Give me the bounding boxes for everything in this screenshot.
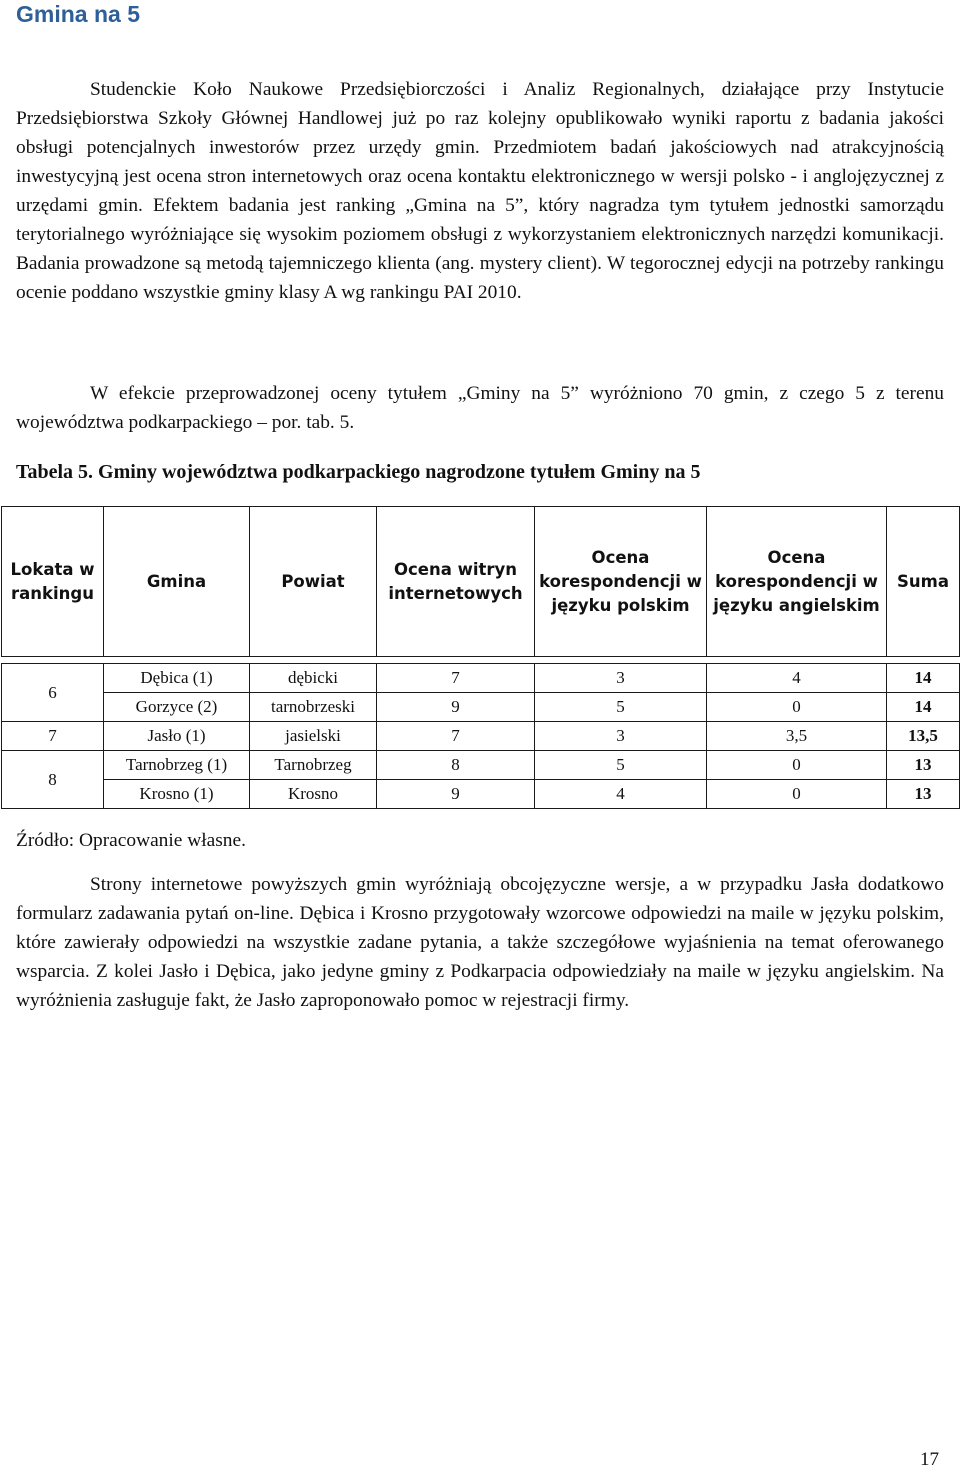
- ranking-table: [1, 506, 960, 809]
- intro-paragraph: Studenckie Koło Naukowe Przedsiębiorczości i Analiz Regionalnych, działające przy Instytucie Przedsiębiorstwa Szkoły Głównej Handlowej już po raz kolejny opublikowało wyniki raportu z badania jakości obsługi potencjalnych inwestorów przez urzędy gmin. Przedmiotem badań jakościowych nad atrakcyjnością inwestycyjną jest ocena stron internetowych oraz ocena kontaktu elektronicznego w wersji polsko - i anglojęzycznej z urzędami gmin. Efektem badania jest ranking „Gmina na 5”, który nagradza tym tytułem jednostki samorządu terytorialnego wyróżniające się wysokim poziomem obsługi z wykorzystaniem elektronicznych narzędzi komunikacji. Badania prowadzone są metodą tajemniczego klienta (ang. mystery client). W tegorocznej edycji na potrzeby rankingu ocenie poddano wszystkie gminy klasy A wg rankingu PAI 2010.: [16, 79, 944, 303]
- table-row: [2, 780, 960, 809]
- gmina-cell: Jasło (1): [104, 722, 250, 751]
- section-heading: Gmina na 5: [16, 1, 140, 27]
- table-header-row: [2, 507, 960, 657]
- header-english-score: Ocena korespondencji w języku angielskim: [707, 507, 887, 657]
- sum-cell: 14: [887, 664, 960, 693]
- header-gmina: Gmina: [104, 507, 250, 657]
- polish-score-cell: 5: [535, 751, 707, 780]
- page-number: 17: [920, 1449, 939, 1470]
- gmina-cell: Krosno (1): [104, 780, 250, 809]
- website-score-cell: 7: [377, 664, 535, 693]
- english-score-cell: 0: [707, 693, 887, 722]
- header-rank: Lokata w rankingu: [2, 507, 104, 657]
- website-score-cell: 8: [377, 751, 535, 780]
- sum-cell: 14: [887, 693, 960, 722]
- conclusion-paragraph: Strony internetowe powyższych gmin wyróżniają obcojęzyczne wersje, a w przypadku Jasła dodatkowo formularz zadawania pytań on-line. Dębica i Krosno przygotowały wzorcowe odpowiedzi na maile w języku polskim, które zawierały odpowiedzi na wszystkie zadane pytania, a także szczegółowe wyjaśnienia na temat oferowanego wsparcia. Z kolei Jasło i Dębica, jako jedyne gminy z Podkarpacia odpowiedziały na maile w języku angielskim. Na wyróżnienia zasługuje fakt, że Jasło zaproponowało pomoc w rejestracji firmy.: [16, 874, 944, 1011]
- polish-score-cell: 4: [535, 780, 707, 809]
- sum-cell: 13,5: [887, 722, 960, 751]
- powiat-cell: jasielski: [250, 722, 377, 751]
- english-score-cell: 4: [707, 664, 887, 693]
- rank-cell: 7: [2, 722, 104, 751]
- header-powiat: Powiat: [250, 507, 377, 657]
- gmina-cell: Tarnobrzeg (1): [104, 751, 250, 780]
- website-score-cell: 9: [377, 780, 535, 809]
- table-row: [2, 664, 960, 693]
- powiat-cell: Krosno: [250, 780, 377, 809]
- english-score-cell: 0: [707, 751, 887, 780]
- powiat-cell: Tarnobrzeg: [250, 751, 377, 780]
- rank-cell: 8: [2, 751, 104, 809]
- table-source-note: Źródło: Opracowanie własne.: [16, 830, 246, 851]
- table-row: [2, 751, 960, 780]
- english-score-cell: 0: [707, 780, 887, 809]
- summary-paragraph: W efekcie przeprowadzonej oceny tytułem „Gminy na 5” wyróżniono 70 gmin, z czego 5 z terenu województwa podkarpackiego – por. tab. 5.: [16, 383, 944, 433]
- powiat-cell: dębicki: [250, 664, 377, 693]
- header-polish-score: Ocena korespondencji w języku polskim: [535, 507, 707, 657]
- gmina-cell: Dębica (1): [104, 664, 250, 693]
- table-row: [2, 722, 960, 751]
- table-row: [2, 693, 960, 722]
- website-score-cell: 9: [377, 693, 535, 722]
- english-score-cell: 3,5: [707, 722, 887, 751]
- table-spacer-row: [2, 657, 960, 664]
- header-website-score: Ocena witryn internetowych: [377, 507, 535, 657]
- rank-cell: 6: [2, 664, 104, 722]
- gmina-cell: Gorzyce (2): [104, 693, 250, 722]
- table-caption: Tabela 5. Gminy województwa podkarpackiego nagrodzone tytułem Gminy na 5: [16, 461, 701, 483]
- powiat-cell: tarnobrzeski: [250, 693, 377, 722]
- sum-cell: 13: [887, 751, 960, 780]
- polish-score-cell: 3: [535, 722, 707, 751]
- polish-score-cell: 3: [535, 664, 707, 693]
- sum-cell: 13: [887, 780, 960, 809]
- polish-score-cell: 5: [535, 693, 707, 722]
- website-score-cell: 7: [377, 722, 535, 751]
- header-sum: Suma: [887, 507, 960, 657]
